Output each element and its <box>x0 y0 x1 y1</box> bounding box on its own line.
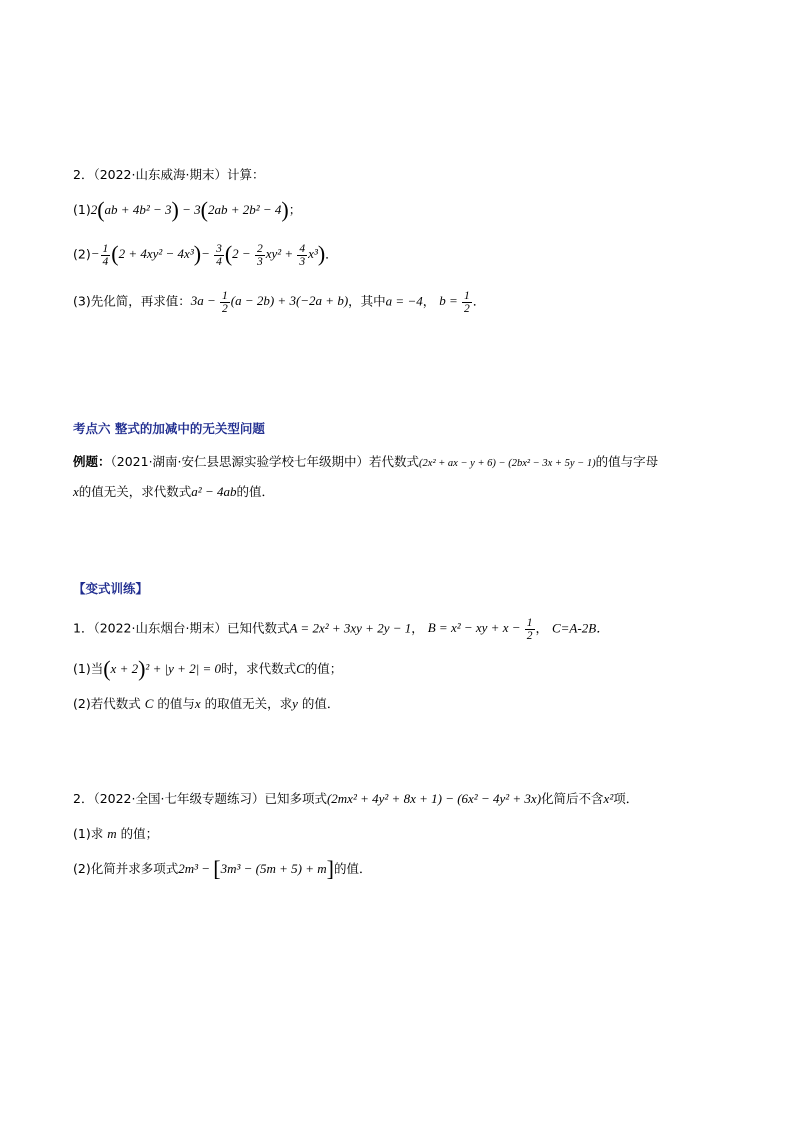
expr-m: 2m³ − [3m³ − (5m + 5) + m] <box>178 856 334 881</box>
expr-C: C=A-2B． <box>551 620 610 636</box>
expr-condition: (x + 2)² + |y + 2| = 0 <box>103 656 222 681</box>
variant-q2-part1: (1)求 m 的值； <box>73 826 159 841</box>
variant-q1-label: 1．（2022·山东烟台·期末）已知代数式A = 2x² + 3xy + 2y − 1， B = x² − xy + x − $\frac{1}{2}$ ， C=A-2B． <box>73 617 610 642</box>
expr-A: A = 2x² + 3xy + 2y − 1 <box>289 620 412 636</box>
expr-a2-4ab: a² − 4ab <box>191 484 237 499</box>
example-line2: x的值无关，求代数式a² − 4ab的值． <box>73 484 274 499</box>
given-b: b = $\frac{1}{2}$ <box>439 290 470 315</box>
expr-B: B = x² − xy + x − $\frac{1}{2}$ <box>427 617 533 642</box>
section-title: 考点六 整式的加减中的无关型问题 <box>73 421 265 436</box>
q2-part1: (1)2(ab + 4b² − 3) − 3(2ab + 2b² − 4)； <box>73 197 302 222</box>
expr-q2-3: 3a − $\frac{1}{2}$ (a − 2b) + 3(−2a + b) <box>190 290 349 315</box>
variant-q2-label: 2．（2022·全国·七年级专题练习）已知多项式(2mx² + 4y² + 8x + 1) − (6x² − 4y² + 3x)化简后不含x²项． <box>73 791 639 806</box>
q2-part2: (2)− $\frac{1}{4}$ (2 + 4xy² − 4x³)− $\frac{3}{4}$ (2 − $\frac{2}{3}$ xy² + $\frac{4}{3}$ x³)． <box>73 241 338 268</box>
expr-polynomial: (2mx² + 4y² + 8x + 1) − (6x² − 4y² + 3x) <box>326 791 542 806</box>
variant-title: 【变式训练】 <box>73 581 149 596</box>
variant-q2-part2: (2)化简并求多项式2m³ − [3m³ − (5m + 5) + m]的值． <box>73 856 372 881</box>
var-x: x <box>73 484 79 499</box>
given-a: a = −4 <box>385 293 423 309</box>
example-line1: 例题：（2021·湖南·安仁县思源实验学校七年级期中）若代数式(2x² + ax − y + 6) − (2bx² − 3x + 5y − 1)的值与字母 <box>73 454 659 469</box>
variant-q1-part1: (1)当(x + 2)² + |y + 2| = 0时，求代数式C的值； <box>73 656 343 681</box>
q2-label: 2．（2022·山东威海·期末）计算： <box>73 167 265 182</box>
expr-q2-1: 2(ab + 4b² − 3) − 3(2ab + 2b² − 4) <box>90 197 289 222</box>
variant-q1-part2: (2)若代数式 C 的值与x 的取值无关，求y 的值． <box>73 696 340 711</box>
expr-example: (2x² + ax − y + 6) − (2bx² − 3x + 5y − 1) <box>419 458 596 469</box>
q2-part3: (3)先化简，再求值：3a − $\frac{1}{2}$ (a − 2b) + 3(−2a + b)，其中a = −4， b = $\frac{1}{2}$ ． <box>73 290 486 315</box>
expr-q2-2: − $\frac{1}{4}$ (2 + 4xy² − 4x³)− $\frac{3}{4}$ (2 − $\frac{2}{3}$ xy² + $\frac{4}{3}$ x³) <box>90 241 326 268</box>
